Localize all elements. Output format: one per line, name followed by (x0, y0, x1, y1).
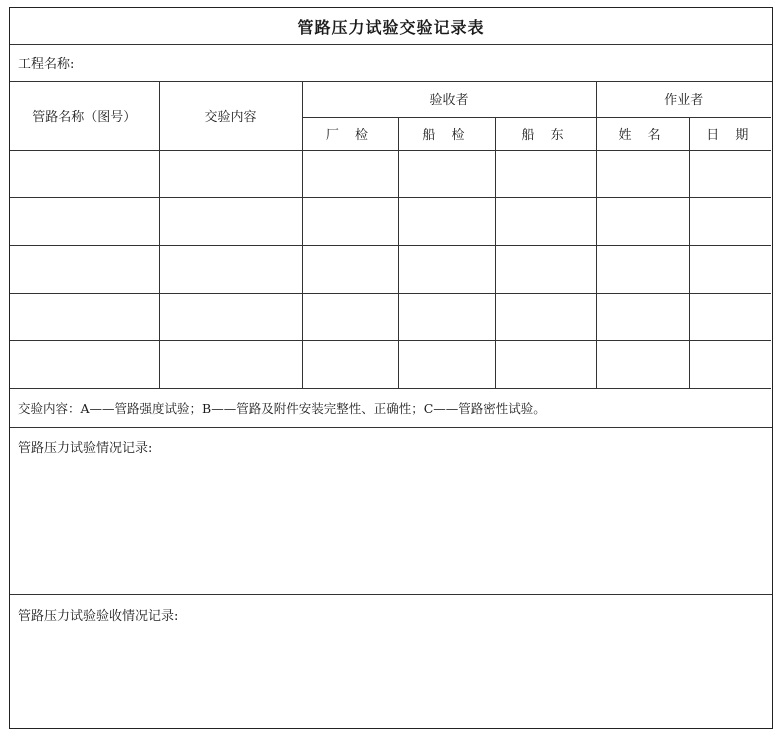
cell-content[interactable] (159, 245, 302, 293)
table-row (10, 293, 771, 341)
cell-ship-inspection[interactable] (398, 341, 495, 389)
pressure-test-record-area[interactable] (10, 427, 772, 595)
content-legend-note: 交验内容：A——管路强度试验；B——管路及附件安装完整性、正确性；C——管路密性试验。 (10, 389, 772, 428)
cell-shipowner[interactable] (495, 245, 596, 293)
cell-pipe-name[interactable] (10, 198, 159, 246)
cell-date[interactable] (689, 341, 771, 389)
cell-factory[interactable] (302, 293, 398, 341)
cell-date[interactable] (689, 150, 771, 198)
cell-date[interactable] (689, 293, 771, 341)
cell-ship-inspection[interactable] (398, 198, 495, 246)
header-operators: 作业者 (596, 81, 771, 117)
cell-pipe-name[interactable] (10, 293, 159, 341)
cell-factory[interactable] (302, 198, 398, 246)
cell-shipowner[interactable] (495, 293, 596, 341)
cell-name[interactable] (596, 341, 689, 389)
project-name-field[interactable] (10, 44, 772, 82)
inspection-table (10, 81, 771, 389)
cell-name[interactable] (596, 150, 689, 198)
table-row (10, 245, 771, 293)
header-content: 交验内容 (159, 81, 302, 150)
cell-name[interactable] (596, 245, 689, 293)
header-factory: 厂 检 (302, 117, 398, 150)
cell-name[interactable] (596, 293, 689, 341)
cell-name[interactable] (596, 198, 689, 246)
cell-content[interactable] (159, 293, 302, 341)
cell-ship-inspection[interactable] (398, 150, 495, 198)
header-pipe-name: 管路名称（图号） (10, 81, 159, 150)
cell-factory[interactable] (302, 245, 398, 293)
header-acceptors: 验收者 (302, 81, 596, 117)
cell-pipe-name[interactable] (10, 150, 159, 198)
cell-factory[interactable] (302, 150, 398, 198)
acceptance-record-area[interactable] (10, 595, 772, 728)
table-row (10, 198, 771, 246)
cell-shipowner[interactable] (495, 150, 596, 198)
acceptance-record-label: 管路压力试验验收情况记录: (18, 609, 179, 624)
cell-date[interactable] (689, 245, 771, 293)
header-date: 日 期 (689, 117, 771, 150)
cell-shipowner[interactable] (495, 341, 596, 389)
form-title: 管路压力试验交验记录表 (10, 8, 772, 45)
cell-shipowner[interactable] (495, 198, 596, 246)
cell-ship-inspection[interactable] (398, 245, 495, 293)
cell-content[interactable] (159, 150, 302, 198)
cell-content[interactable] (159, 341, 302, 389)
header-shipowner: 船 东 (495, 117, 596, 150)
cell-pipe-name[interactable] (10, 341, 159, 389)
table-row (10, 341, 771, 389)
pressure-test-record-label: 管路压力试验情况记录: (18, 441, 153, 456)
project-name-label: 工程名称: (18, 57, 75, 72)
header-ship-inspection: 船 检 (398, 117, 495, 150)
table-row (10, 150, 771, 198)
cell-ship-inspection[interactable] (398, 293, 495, 341)
header-name: 姓 名 (596, 117, 689, 150)
pressure-test-form (9, 7, 773, 729)
cell-factory[interactable] (302, 341, 398, 389)
cell-date[interactable] (689, 198, 771, 246)
cell-content[interactable] (159, 198, 302, 246)
cell-pipe-name[interactable] (10, 245, 159, 293)
